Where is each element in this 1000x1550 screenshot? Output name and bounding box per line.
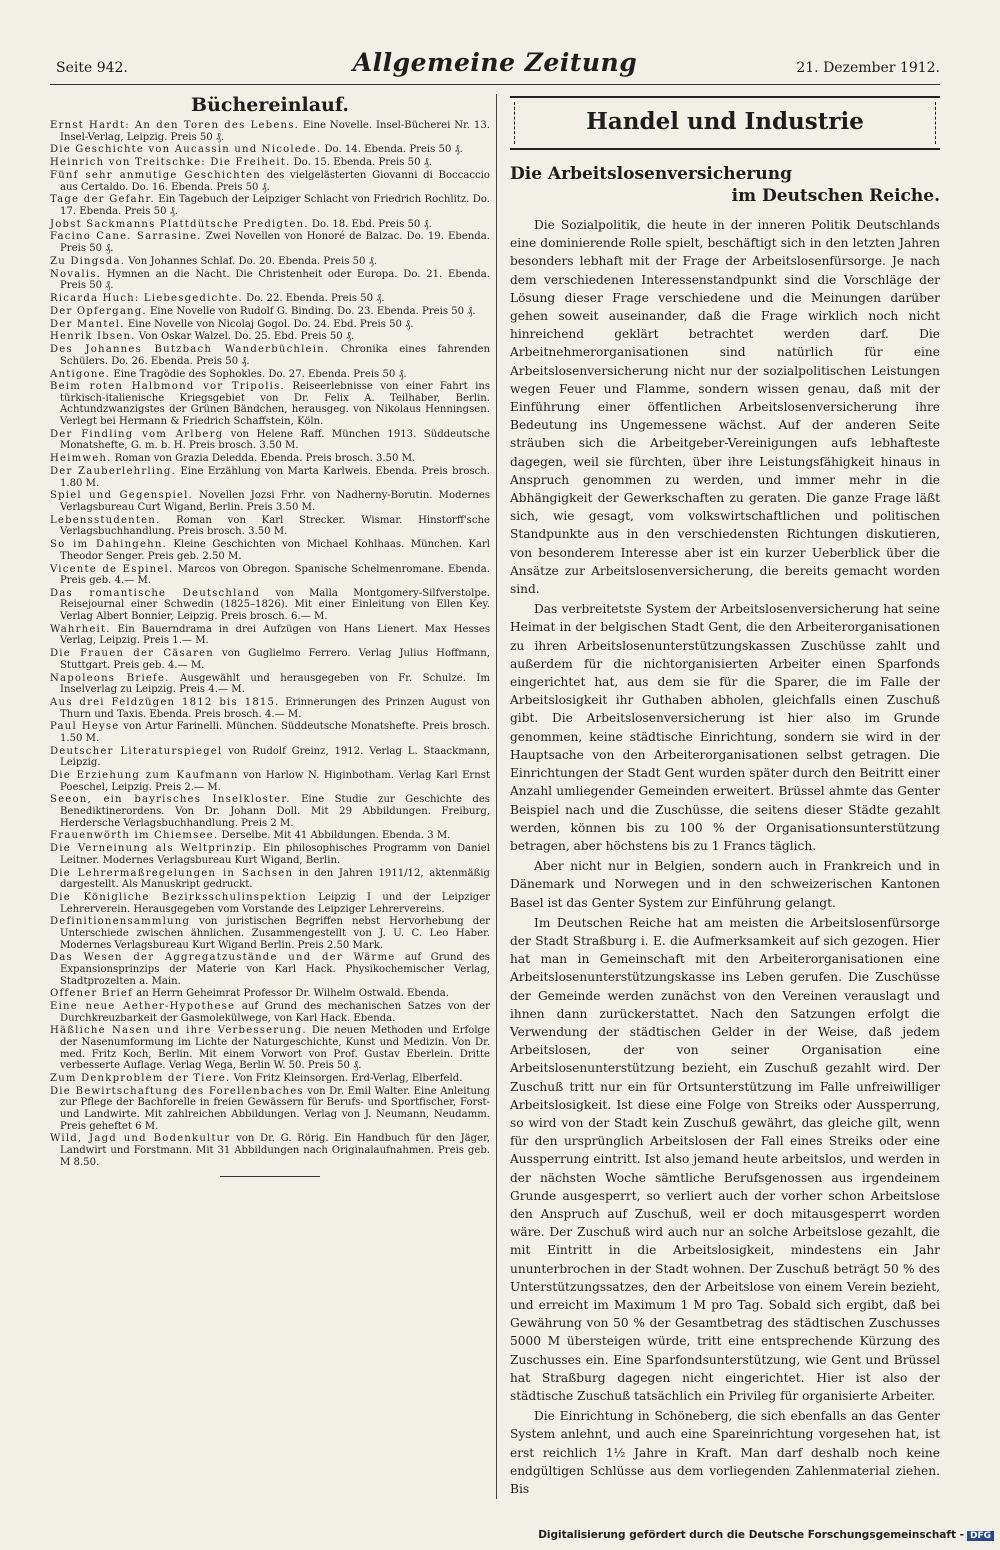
book-entry-text: Zwei Novellen von Honoré de Balzac. Do. 19. Ebenda. Preis 50 ₰. xyxy=(60,231,490,255)
book-entry xyxy=(50,490,490,513)
column-divider xyxy=(496,94,497,1499)
book-entry xyxy=(50,746,490,769)
book-entry xyxy=(50,269,490,292)
book-entry-author: Ricarda Huch: Liebesgedichte. xyxy=(50,293,243,304)
book-entry-author: Die Erziehung zum Kaufmann xyxy=(50,770,239,782)
book-entry-text: Eine Studie zur Geschichte des Benediktinerordens. Von Dr. Johann Doll. Mit 29 Abbildungen. Freiburg, Herdersche Verlagsbuchhandlung. Preis 2 M. xyxy=(60,794,490,829)
newspaper-page xyxy=(50,40,950,1510)
book-entry-author: Henrik Ibsen. xyxy=(50,331,136,343)
book-entry-author: Seeon, ein bayrisches Inselkloster. xyxy=(50,794,291,806)
book-entry xyxy=(50,344,490,367)
book-entry xyxy=(50,952,490,987)
book-entry-author: Facino Cane. Sarrasine. xyxy=(50,231,202,243)
book-entry xyxy=(50,892,490,915)
book-entry-text: von juristischen Begriffen nebst Hervorhebung der Unterschiede zwischen ähnlichen. Zusammengestellt von J. U. C. Leo Haber. Modernes Verlagsbureau Kurt Wigand Berlin. Preis 2.50 Mark. xyxy=(60,916,490,951)
book-entry-text: Do. 22. Ebenda. Preis 50 ₰. xyxy=(246,293,385,304)
book-entry xyxy=(50,648,490,671)
book-entry xyxy=(50,293,490,305)
dfg-logo: DFG xyxy=(967,1531,994,1541)
book-entry-text: Eine Novelle von Rudolf G. Binding. Do. 23. Ebenda. Preis 50 ₰. xyxy=(150,305,476,317)
book-entry-text: Novellen Jozsi Frhr. von Nadherny-Borutin. Modernes Verlagsbureau Curt Wigand, Berlin. Preis 3.50 M. xyxy=(60,490,490,513)
book-entry-text: des vielgelästerten Giovanni di Boccaccio aus Certaldo. Do. 16. Ebenda. Preis 50 ₰. xyxy=(60,169,490,193)
header-rule xyxy=(50,84,940,85)
book-entry xyxy=(50,1133,490,1168)
book-entry-text: von Dr. Emil Walter. Eine Anleitung zur Pflege der Bachforelle in freien Gewässern für Berufs- und Sportfischer, Forst- und Landwirte. Mit zahlreichen Abbildungen. Verlag von J. Neumann, Neudamm. Preis geheftet 6 M. xyxy=(60,1085,490,1132)
book-entry xyxy=(50,868,490,891)
book-entry-text: Do. 15. Ebenda. Preis 50 ₰. xyxy=(293,157,432,169)
book-entry-author: Zum Denkproblem der Tiere. xyxy=(50,1073,231,1084)
footer-text: Digitalisierung gefördert durch die Deutsche Forschungsgemeinschaft - xyxy=(538,1529,964,1541)
book-entry-author: Antigone. xyxy=(50,368,111,380)
book-entry xyxy=(50,843,490,866)
book-entry-author: Die Verneinung als Weltprinzip. xyxy=(50,843,258,855)
book-entry xyxy=(50,1086,490,1132)
book-entry-author: Heimweh. xyxy=(50,453,112,465)
book-entry xyxy=(50,170,490,193)
book-entry-text: von Malla Montgomery-Silfverstolpe. Reisejournal einer Schwedin (1825–1826). Mit einer Einleitung von Ellen Key. Verlag Albert Bonnier, Leipzig. Preis brosch. 6.— M. xyxy=(60,587,491,623)
book-entry xyxy=(50,697,490,720)
book-entry xyxy=(50,319,490,331)
footer-credit xyxy=(538,1529,994,1541)
book-entry-text: von Guglielmo Ferrero. Verlag Julius Hoffmann, Stuttgart. Preis geb. 4.— M. xyxy=(60,648,490,671)
book-entry xyxy=(50,770,490,793)
book-entry-author: Der Zauberlehrling. xyxy=(50,466,177,477)
book-entry-text: Do. 18. Ebd. Preis 50 ₰. xyxy=(311,218,432,230)
book-entry xyxy=(50,256,490,268)
book-entry-text: Eine Novelle von Nicolaj Gogol. Do. 24. Ebd. Preis 50 ₰. xyxy=(127,318,414,330)
book-entry xyxy=(50,830,490,842)
book-entry-author: So im Dahingehn. xyxy=(50,539,167,551)
book-entry-text: Ein philosophisches Programm von Daniel Leitner. Modernes Verlagsbureau Kurt Wigand, Berlin. xyxy=(60,843,490,866)
article-subtitle: im Deutschen Reiche. xyxy=(731,186,940,206)
book-entry xyxy=(50,381,490,427)
book-entry-author: Beim roten Halbmond vor Tripolis. xyxy=(50,381,285,393)
book-entry xyxy=(50,673,490,696)
article-title: Die Arbeitslosenversicherung xyxy=(510,164,792,184)
book-entry-author: Das romantische Deutschland xyxy=(50,587,261,599)
book-entry-text: Eine Erzählung von Marta Karlweis. Ebenda. Preis brosch. 1.80 M. xyxy=(60,466,490,489)
book-entry-text: Kleine Geschichten von Michael Kohlhaas. München. Karl Theodor Senger. Preis geb. 2.50 M. xyxy=(60,539,490,562)
book-entry xyxy=(50,624,490,647)
book-entry xyxy=(50,1001,490,1024)
book-entry xyxy=(50,157,490,169)
book-entry-author: Des Johannes Butzbach Wanderbüchlein. xyxy=(50,344,330,356)
page-header xyxy=(50,48,940,84)
book-entry-text: Hymnen an die Nacht. Die Christenheit oder Europa. Do. 21. Ebenda. Preis 50 ₰. xyxy=(60,268,490,292)
book-entry-text: auf Grund des mechanischen Satzes von der Durchkreuzbarkeit der Gasmolekülwege, von Karl Hack. Ebenda. xyxy=(60,1001,490,1024)
book-entry-author: Der Opfergang. xyxy=(50,305,147,317)
book-entry-text: Ein Tagebuch der Leipziger Schlacht von Friedrich Rochlitz. Do. 17. Ebenda. Preis 50 ₰. xyxy=(60,194,490,217)
book-entry-author: Spiel und Gegenspiel. xyxy=(50,490,193,502)
book-entry-text: Roman von Grazia Deledda. Ebenda. Preis brosch. 3.50 M. xyxy=(114,453,416,465)
section-frame xyxy=(510,96,940,150)
book-entry xyxy=(50,794,490,829)
book-entry-text: an Herrn Geheimrat Professor Dr. Wilhelm Ostwald. Ebenda. xyxy=(136,988,450,1000)
book-entry xyxy=(50,219,490,231)
book-entry-text: Ein Bauerndrama in drei Aufzügen von Hans Lienert. Max Hesses Verlag, Leipzig. Preis 1.— M. xyxy=(60,623,490,647)
book-entry-author: Fünf sehr anmutige Geschichten xyxy=(50,169,261,181)
book-entry xyxy=(50,331,490,343)
book-entry-author: Wild, Jagd und Bodenkultur xyxy=(50,1133,231,1145)
book-list-title: Büchereinlauf. xyxy=(191,94,349,116)
book-entry-text: Reiseerlebnisse von einer Fahrt ins türkisch-italienische Kriegsgebiet von Dr. Felix A. Teilhaber, Berlin. Achtundzwanzigstes der Grünen Bändchen, herausgeg. von Nikolaus Henningsen. Verlegt bei Hermann & Friedrich Schaffstein, Köln. xyxy=(60,381,490,428)
book-entry-text: Von Oskar Walzel. Do. 25. Ebd. Preis 50 ₰. xyxy=(138,331,355,343)
book-entry-text: von Artur Farinelli. München. Süddeutsche Monatshefte. Preis brosch. 1.50 M. xyxy=(60,721,490,744)
book-entry-text: Chronika eines fahrenden Schülers. Do. 26. Ebenda. Preis 50 ₰. xyxy=(60,344,490,367)
book-entry-text: Marcos von Obregon. Spanische Schelmenromane. Ebenda. Preis geb. 4.— M. xyxy=(60,563,490,587)
book-entry xyxy=(50,721,490,744)
issue-date: 21. Dezember 1912. xyxy=(796,60,940,76)
book-entry-text: Derselbe. Mit 41 Abbildungen. Ebenda. 3 M. xyxy=(221,830,451,842)
book-entry xyxy=(50,369,490,381)
right-column xyxy=(510,92,940,1500)
masthead: Allgemeine Zeitung xyxy=(352,48,638,77)
book-entry xyxy=(50,988,490,1000)
book-entry xyxy=(50,120,490,143)
book-entry xyxy=(50,564,490,587)
book-entry-text: Von Johannes Schlaf. Do. 20. Ebenda. Preis 50 ₰. xyxy=(128,255,377,267)
article-paragraph: Aber nicht nur in Belgien, sondern auch in Frankreich und in Dänemark und Norwegen und in den schweizerischen Kantonen Basel ist das Genter System zur Einführung gelangt. xyxy=(510,859,940,910)
book-entry-text: Leipzig I und der Leipziger Lehrerverein. Herausgegeben vom Vorstande des Leipziger Lehrervereins. xyxy=(60,891,490,915)
book-entry-author: Die Geschichte von Aucassin und Nicolede. xyxy=(50,144,322,156)
end-rule xyxy=(220,1176,320,1177)
book-entry-author: Offener Brief xyxy=(50,988,134,1000)
book-entry xyxy=(50,515,490,538)
book-entry-author: Tage der Gefahr. xyxy=(50,194,155,206)
book-entry-text: Ausgewählt und herausgegeben von Fr. Schulze. Im Inselverlag zu Leipzig. Preis 4.— M. xyxy=(60,672,490,696)
book-entry-author: Die Königliche Bezirksschulinspektion xyxy=(50,891,307,903)
book-entry xyxy=(50,916,490,951)
book-entry-author: Frauenwörth im Chiemsee. xyxy=(50,830,219,842)
book-entry-text: Von Fritz Kleinsorgen. Erd-Verlag, Elberfeld. xyxy=(233,1073,463,1084)
book-entry-text: Die neuen Methoden und Erfolge der Nasenumformung im Lichte der Naturgeschichte, Kunst und Medizin. Von Dr. med. Fritz Koch, Berlin. Mit einem Vorwort von Prof. Gustav Eberlein. Dritte verbesserte Auflage. Verlag Wega, Berlin W. 50. Preis 50 ₰. xyxy=(60,1025,490,1072)
page-number: Seite 942. xyxy=(56,60,128,76)
book-entry xyxy=(50,453,490,465)
article-paragraph: Die Einrichtung in Schöneberg, die sich ebenfalls an das Genter System anlehnt, und auch eine Spareinrichtung vorgesehen hat, ist erst reichlich 1½ Jahre in Kraft. Man darf deshalb noch keine endgültigen Schlüsse aus dem vorliegenden Zahlenmaterial ziehen. Bis xyxy=(510,1409,940,1497)
book-entry xyxy=(50,539,490,562)
book-entry-text: von Helene Raff. München 1913. Süddeutsche Monatshefte, G. m. b. H. Preis brosch. 3.50 M. xyxy=(60,428,490,452)
book-entry-text: Eine Novelle. Insel-Bücherei Nr. 13. Insel-Verlag, Leipzig. Preis 50 ₰. xyxy=(60,120,490,143)
book-entry-author: Jobst Sackmanns Plattdütsche Predigten. xyxy=(50,218,309,230)
section-title: Handel und Industrie xyxy=(586,108,864,135)
book-entry-author: Deutscher Literaturspiegel xyxy=(50,745,223,757)
book-entry xyxy=(50,194,490,217)
book-entry-author: Lebensstudenten. xyxy=(50,514,161,526)
book-entry-text: Do. 14. Ebenda. Preis 50 ₰. xyxy=(324,144,463,156)
book-entry xyxy=(50,306,490,318)
book-entry-author: Das Wesen der Aggregatzustände und der Wärme xyxy=(50,952,396,964)
book-entry xyxy=(50,466,490,489)
book-entry-author: Wahrheit. xyxy=(50,623,111,635)
book-entry-author: Vicente de Espinel. xyxy=(50,563,174,575)
book-entry-author: Die Frauen der Cäsaren xyxy=(50,648,215,660)
book-entry-author: Heinrich von Treitschke: Die Freiheit. xyxy=(50,157,291,169)
book-entry xyxy=(50,588,490,623)
book-entry-text: Roman von Karl Strecker. Wismar. Hinstorff'sche Verlagsbuchhandlung. Preis brosch. 3.50 M. xyxy=(60,514,490,538)
book-entry-author: Der Findling vom Arlberg xyxy=(50,428,224,440)
book-entry-text: von Dr. G. Rörig. Ein Handbuch für den Jäger, Landwirt und Forstmann. Mit 31 Abbildungen nach Originalaufnahmen. Preis geb. M 8.50. xyxy=(60,1133,490,1168)
book-entry-text: von Rudolf Greinz, 1912. Verlag L. Staackmann, Leipzig. xyxy=(60,745,490,769)
book-entry-author: Definitionensammlung xyxy=(50,916,191,928)
book-list xyxy=(50,120,490,1168)
book-entry-text: von Harlow N. Higinbotham. Verlag Karl Ernst Poeschel, Leipzig. Preis 2.— M. xyxy=(60,770,490,793)
book-entry xyxy=(50,429,490,452)
article-paragraph: Die Sozialpolitik, die heute in der inneren Politik Deutschlands eine dominierende Rolle spielt, beschäftigt sich in den letzten Jahren besonders lebhaft mit der Frage der Arbeitslosenfürsorge. Je nach dem verschiedenen Interessenstandpunkt sind die Vorschläge der Lösung dieser Frage verschiedene und die Meinungen darüber gehen soweit auseinander, daß die Frage wirklich noch nicht hinreichend geklärt betrachtet werden darf. Die Arbeitnehmerorganisationen sind natürlich für eine Arbeitslosenversicherung nicht nur der sozialpolitischen Leistungen wegen Feuer und Flamme, sondern wissen genau, daß mit der Einführung einer öffentlichen Arbeitslosenversicherung ihre Bedeutung ins Ungemessene wächst. Auf der anderen Seite sträuben sich die Arbeitgeber-Vereinigungen aufs lebhafteste dagegen, weil sie fürchten, über ihre Leistungsfähigkeit hinaus in Anspruch genommen zu werden, und immer mehr in die Abhängigkeit der Gewerkschaften zu geraten. Die ganze Frage läßt sich, wie gesagt, vom volkswirtschaftlichen und politischen Standpunkte aus in den verschiedensten Richtungen diskutieren, von besonderem Interesse aber ist ein kurzer Ueberblick über die Ansätze zur Arbeitslosenversicherung, die bereits gemacht worden sind. xyxy=(510,218,940,597)
book-entry-author: Napoleons Briefe. xyxy=(50,672,170,684)
book-entry-author: Novalis. xyxy=(50,268,102,280)
book-entry-author: Eine neue Aether-Hypothese xyxy=(50,1001,236,1013)
left-column xyxy=(50,92,490,1177)
book-entry-text: in den Jahren 1911/12, aktenmäßig dargestellt. Als Manuskript gedruckt. xyxy=(60,867,490,891)
book-entry-text: Eine Tragödie des Sophokles. Do. 27. Ebenda. Preis 50 ₰. xyxy=(113,368,407,380)
book-entry-text: Erinnerungen des Prinzen August von Thurn und Taxis. Ebenda. Preis brosch. 4.— M. xyxy=(60,696,490,720)
book-entry xyxy=(50,1073,490,1085)
book-entry-author: Häßliche Nasen und ihre Verbesserung. xyxy=(50,1025,307,1037)
book-entry-author: Zu Dingsda. xyxy=(50,255,126,267)
article-paragraph: Im Deutschen Reiche hat am meisten die Arbeitslosenfürsorge der Stadt Straßburg i. E. die Aufmerksamkeit auf sich gezogen. Hier hat man in Gemeinschaft mit den Arbeiterorganisationen eine Arbeitslosenunterstützungskasse ins Leben gerufen. Die Zuschüsse der Gemeinde werden zunächst von den Vereinen verauslagt und ihnen dann zurückerstattet. Nach den Satzungen erfolgt die Verwendung der städtischen Gelder in der Weise, daß jedem Arbeitslosen, der von seiner Organisation eine Arbeitslosenunterstützung bezieht, ein Zuschuß gezahlt wird. Der Zuschuß tritt nur ein für Ortsunterstützung im Falle unfreiwilliger Arbeitslosigkeit. Ist diese eine Folge von Streiks oder Aussperrung, so wird von der Stadt kein Zuschuß gewährt, das gleiche gilt, wenn für den ursprünglich Arbeitslosen der Fall eines Streiks oder eine Aussperrung eintritt. Ist also jemand heute arbeitslos, und werden in der nächsten Woche sämtliche Berufsgenossen aus irgendeinem Grunde ausgesperrt, so verliert auch der vorher schon Arbeitslose den Anspruch auf Zuschuß, weil er doch mitausgesperrt worden wäre. Der Zuschuß wird auch nur an solche Arbeitslose gezahlt, die mit Eintritt in die Arbeitslosigkeit, mindestens ein Jahr ununterbrochen in der Stadt wohnen. Der Zuschuß beträgt 50 % des Unterstützungssatzes, den der Arbeitslose von einem Verein bezieht, und erreicht im Maximum 1 M pro Tag. Sobald sich ergibt, daß bei Gewährung von 50 % der Gesamtbetrag des städtischen Zuschusses 5000 M übersteigen würde, tritt eine entsprechende Kürzung des Zuschusses ein. Eine Sparfondsunterstützung, wie Gent und Brüssel hat Straßburg dagegen nicht eingerichtet. Hier ist also der städtische Zuschuß tatsächlich ein Privileg für organisierte Arbeiter. xyxy=(510,915,940,1403)
book-entry xyxy=(50,1025,490,1071)
book-entry xyxy=(50,144,490,156)
book-entry-author: Der Mantel. xyxy=(50,318,125,330)
book-entry-author: Aus drei Feldzügen 1812 bis 1815. xyxy=(50,696,280,708)
book-entry-author: Paul Heyse xyxy=(50,721,120,733)
book-entry xyxy=(50,231,490,254)
book-entry-author: Die Bewirtschaftung des Forellenbaches xyxy=(50,1085,304,1097)
article-body xyxy=(510,216,940,1498)
book-entry-author: Die Lehrermaßregelungen in Sachsen xyxy=(50,867,294,879)
book-entry-author: Ernst Hardt: An den Toren des Lebens. xyxy=(50,120,299,131)
article-paragraph: Das verbreitetste System der Arbeitslosenversicherung hat seine Heimat in der belgischen Stadt Gent, die den Arbeiterorganisationen zu ihren Arbeitslosenunterstützungskassen Zuschüsse zahlt und außerdem für die nichtorganisierten Arbeiter einen Sparfonds eingerichtet hat, aus dem sie für die Sparer, die im Falle der Arbeitslosigkeit ihr Guthaben abholen, gleichfalls einen Zuschuß gibt. Die Arbeitslosenversicherung ist hier also im Grunde genommen, keine städtische Einrichtung, sondern sie wird in der Hauptsache von den Arbeiterorganisationen selbst getragen. Die Einrichtungen der Stadt Gent wurden später durch den Beitritt einer Anzahl umliegender Gemeinden erweitert. Brüssel ahmte das Genter Beispiel nach und die Zuschüsse, die seitens dieser Städte gezahlt werden, können bis zu 100 % der Organisationsunterstützung betragen, aber höchstens bis zu 1 Francs täglich. xyxy=(510,602,940,853)
book-entry-text: auf Grund des Expansionsprinzips der Materie von Karl Hack. Physikochemischer Verlag, Stadtprozelten a. Main. xyxy=(60,952,490,987)
